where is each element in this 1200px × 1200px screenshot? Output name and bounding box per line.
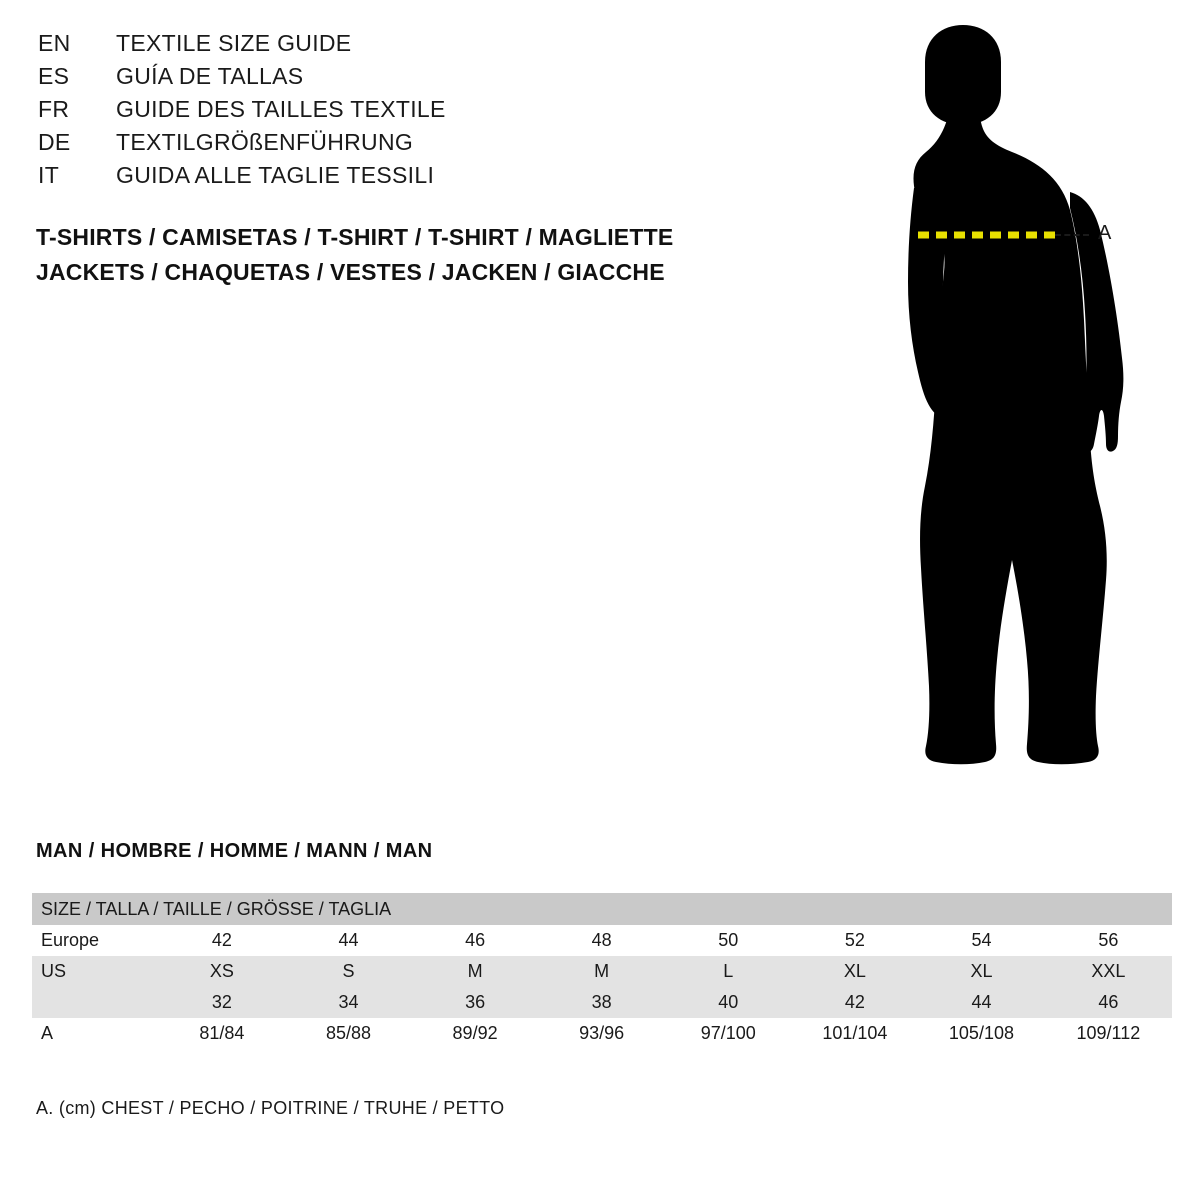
table-cell: M xyxy=(412,956,539,987)
size-table xyxy=(32,893,1172,1049)
table-cell: 42 xyxy=(159,925,286,956)
language-code: ES xyxy=(38,63,70,89)
table-cell: 50 xyxy=(665,925,792,956)
table-cell: 40 xyxy=(665,987,792,1018)
table-cell: 52 xyxy=(792,925,919,956)
male-silhouette-figure xyxy=(830,20,1170,790)
language-title-block xyxy=(38,30,738,195)
table-row xyxy=(32,956,1172,987)
garment-line-tshirts: T-SHIRTS / CAMISETAS / T-SHIRT / T-SHIRT / MAGLIETTE xyxy=(36,224,674,250)
table-cell: 81/84 xyxy=(159,1018,286,1049)
table-cell: XXL xyxy=(1045,956,1172,987)
table-cell: M xyxy=(538,956,665,987)
table-cell: S xyxy=(285,956,412,987)
row-label xyxy=(32,987,159,1018)
language-text: GUIDA ALLE TAGLIE TESSILI xyxy=(116,162,435,188)
table-cell: 44 xyxy=(918,987,1045,1018)
measure-leader-line xyxy=(1055,234,1089,236)
language-row xyxy=(38,96,738,129)
table-cell: XL xyxy=(918,956,1045,987)
table-cell: 48 xyxy=(538,925,665,956)
table-row xyxy=(32,987,1172,1018)
table-row xyxy=(32,1018,1172,1049)
table-cell: 101/104 xyxy=(792,1018,919,1049)
table-cell: 109/112 xyxy=(1045,1018,1172,1049)
row-label: A xyxy=(32,1018,159,1049)
table-cell: 44 xyxy=(285,925,412,956)
table-section-title: MAN / HOMBRE / HOMME / MANN / MAN xyxy=(36,840,433,862)
table-cell: 85/88 xyxy=(285,1018,412,1049)
table-cell: 42 xyxy=(792,987,919,1018)
language-text: GUIDE DES TAILLES TEXTILE xyxy=(116,96,446,122)
table-cell: 38 xyxy=(538,987,665,1018)
table-cell: 32 xyxy=(159,987,286,1018)
garment-category-block xyxy=(36,220,796,290)
table-cell: 46 xyxy=(412,925,539,956)
silhouette-body xyxy=(908,25,1123,764)
garment-line-jackets: JACKETS / CHAQUETAS / VESTES / JACKEN / GIACCHE xyxy=(36,259,665,285)
measurement-footnote: A. (cm) CHEST / PECHO / POITRINE / TRUHE / PETTO xyxy=(36,1098,505,1118)
table-cell: L xyxy=(665,956,792,987)
language-code: DE xyxy=(38,129,71,155)
language-code: IT xyxy=(38,162,60,188)
table-header-label: SIZE / TALLA / TAILLE / GRÖSSE / TAGLIA xyxy=(32,893,1172,925)
row-label: US xyxy=(32,956,159,987)
language-row xyxy=(38,63,738,96)
table-cell: 46 xyxy=(1045,987,1172,1018)
table-cell: 105/108 xyxy=(918,1018,1045,1049)
table-cell: 34 xyxy=(285,987,412,1018)
table-cell: 89/92 xyxy=(412,1018,539,1049)
language-row xyxy=(38,30,738,63)
measure-label-a: A xyxy=(1098,222,1112,244)
table-cell: 54 xyxy=(918,925,1045,956)
table-cell: XL xyxy=(792,956,919,987)
language-row xyxy=(38,162,738,195)
table-row xyxy=(32,925,1172,956)
language-text: GUÍA DE TALLAS xyxy=(116,63,304,89)
table-cell: XS xyxy=(159,956,286,987)
table-header-row xyxy=(32,893,1172,925)
language-code: FR xyxy=(38,96,70,122)
language-text: TEXTILE SIZE GUIDE xyxy=(116,30,352,56)
table-cell: 56 xyxy=(1045,925,1172,956)
language-text: TEXTILGRÖßENFÜHRUNG xyxy=(116,129,414,155)
table-cell: 97/100 xyxy=(665,1018,792,1049)
language-code: EN xyxy=(38,30,71,56)
table-cell: 36 xyxy=(412,987,539,1018)
language-row xyxy=(38,129,738,162)
table-cell: 93/96 xyxy=(538,1018,665,1049)
row-label: Europe xyxy=(32,925,159,956)
